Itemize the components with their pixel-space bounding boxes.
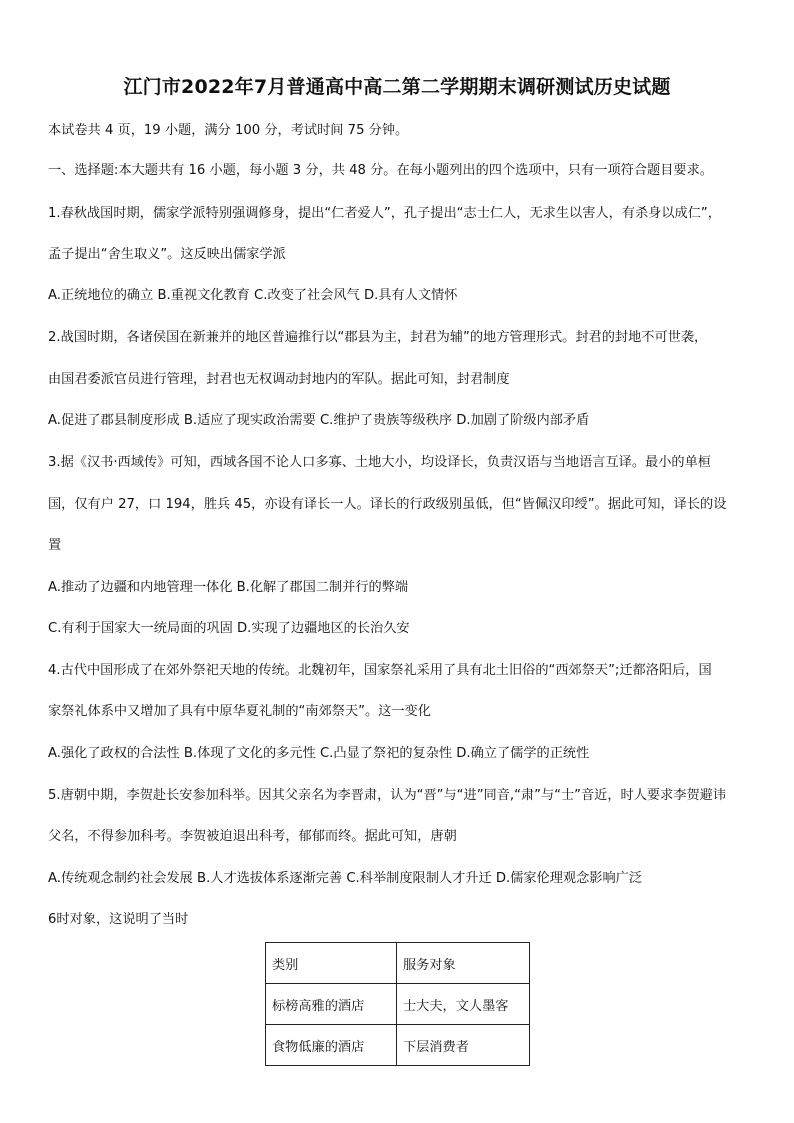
question-1-line-2: 孟子提出“舍生取义”。这反映出儒家学派 [48, 247, 286, 262]
page-title: 江门市2022年7月普通高中高二第二学期期末调研测试历史试题 [123, 76, 671, 98]
question-1-line-1: 1.春秋战国时期，儒家学派特别强调修身，提出“仁者爱人”，孔子提出“志士仁人，无求生以害人，有杀身以成仁”， [48, 206, 721, 221]
question-3-line-2: 国，仅有户 27，口 194，胜兵 45，亦设有译长一人。译长的行政级别虽低，但“皆佩汉印绶”。据此可知，译长的设 [48, 497, 727, 512]
table-row [266, 1025, 530, 1066]
question-3-line-3: 置 [48, 538, 62, 553]
table-header-row [266, 943, 530, 984]
question-2-line-1: 2.战国时期，各诸侯国在新兼并的地区普遍推行以“郡县为主，封君为辅”的地方管理形式。封君的封地不可世袭， [48, 330, 708, 345]
table-header-cell: 服务对象 [397, 943, 530, 984]
question-3-options-2: C.有利于国家大一统局面的巩固 D.实现了边疆地区的长治久安 [48, 621, 410, 636]
question-5-options: A.传统观念制约社会发展 B.人才选拔体系逐渐完善 C.科举制度限制人才升迁 D.儒家伦理观念影响广泛 [48, 871, 643, 886]
question-3-line-1: 3.据《汉书·西域传》可知，西域各国不论人口多寡、土地大小，均设译长，负责汉语与当地语言互译。最小的单桓 [48, 455, 711, 470]
question-5-line-2: 父名，不得参加科考。李贺被迫退出科考，郁郁而终。据此可知，唐朝 [48, 829, 457, 844]
table-cell: 士大夫，文人墨客 [397, 984, 530, 1025]
table-header-cell: 类别 [266, 943, 397, 984]
question-6-table [265, 942, 530, 1066]
table-cell: 标榜高雅的酒店 [266, 984, 397, 1025]
question-4-options: A.强化了政权的合法性 B.体现了文化的多元性 C.凸显了祭祀的复杂性 D.确立了儒学的正统性 [48, 746, 590, 761]
question-2-line-2: 由国君委派官员进行管理，封君也无权调动封地内的军队。据此可知，封君制度 [48, 372, 510, 387]
question-1-options: A.正统地位的确立 B.重视文化教育 C.改变了社会风气 D.具有人文情怀 [48, 288, 458, 303]
exam-intro: 本试卷共 4 页，19 小题，满分 100 分，考试时间 75 分钟。 [48, 123, 409, 138]
question-4-line-2: 家祭礼体系中又增加了具有中原华夏礼制的“南郊祭天”。这一变化 [48, 704, 431, 719]
table-cell: 食物低廉的酒店 [266, 1025, 397, 1066]
question-5-line-1: 5.唐朝中期，李贺赴长安参加科举。因其父亲名为李晋肃，认为“晋”与“进”同音,“肃”与“士”音近，时人要求李贺避讳 [48, 788, 727, 803]
question-6-stem: 6时对象，这说明了当时 [48, 912, 189, 927]
question-4-line-1: 4.古代中国形成了在郊外祭祀天地的传统。北魏初年，国家祭礼采用了具有北土旧俗的“西郊祭天”;迁都洛阳后，国 [48, 663, 712, 678]
question-2-options: A.促进了郡县制度形成 B.适应了现实政治需要 C.维护了贵族等级秩序 D.加剧了阶级内部矛盾 [48, 413, 590, 428]
table-row [266, 984, 530, 1025]
section-heading: 一、选择题:本大题共有 16 小题，每小题 3 分，共 48 分。在每小题列出的四个选项中，只有一项符合题目要求。 [48, 163, 713, 178]
question-3-options-1: A.推动了边疆和内地管理一体化 B.化解了郡国二制并行的弊端 [48, 580, 409, 595]
table-cell: 下层消费者 [397, 1025, 530, 1066]
